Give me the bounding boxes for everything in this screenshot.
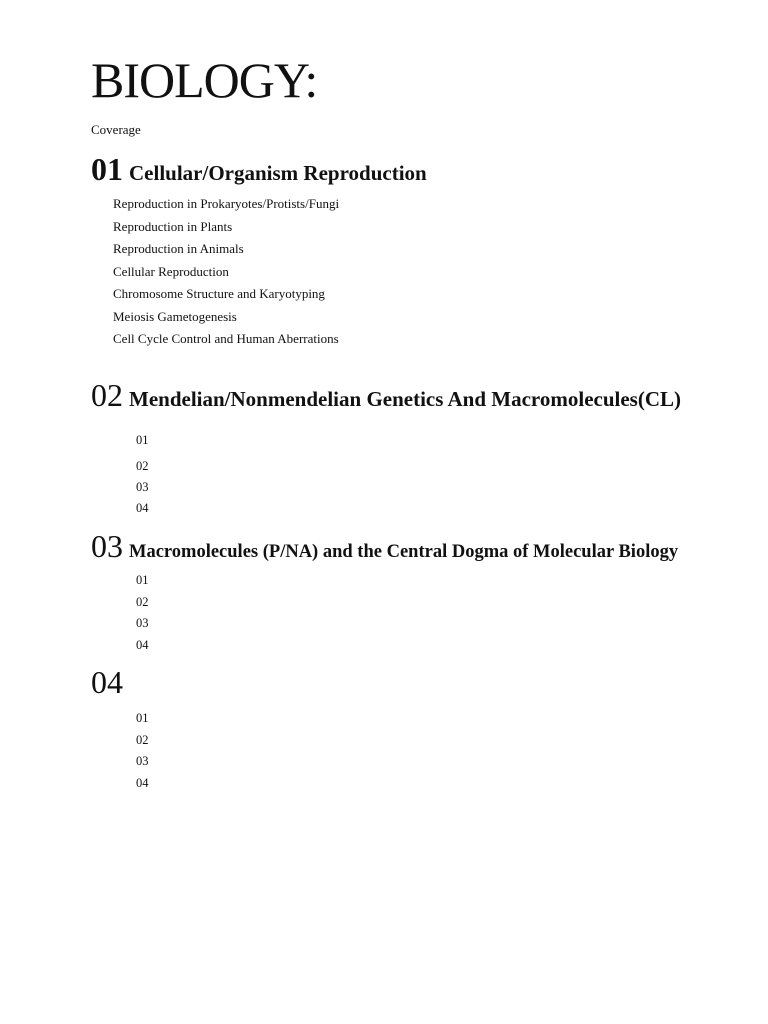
list-item: 01 <box>136 573 149 587</box>
page-title: BIOLOGY: <box>91 52 318 108</box>
list-item: 03 <box>136 480 149 494</box>
list-item: 03 <box>136 754 149 768</box>
section-heading-02 <box>91 377 681 413</box>
section-number: 03 <box>91 528 123 564</box>
list-item: 01 <box>136 711 149 725</box>
list-item: 04 <box>136 501 149 515</box>
list-item: Reproduction in Plants <box>113 218 233 234</box>
list-item: 02 <box>136 594 149 609</box>
page-subtitle: Coverage <box>91 122 141 137</box>
list-item: Chromosome Structure and Karyotyping <box>113 286 325 301</box>
list-item: Cell Cycle Control and Human Aberrations <box>113 331 339 346</box>
section-number: 04 <box>91 664 123 700</box>
section-title: Cellular/Organism Reproduction <box>129 161 427 185</box>
section-heading-03 <box>91 528 678 564</box>
section-number: 01 <box>91 151 123 187</box>
section-04-topic-list <box>136 708 149 794</box>
list-item: 02 <box>136 458 149 473</box>
document-page <box>91 0 751 1024</box>
list-item: 03 <box>136 616 149 630</box>
list-item: 02 <box>136 732 149 747</box>
section-title: Mendelian/Nonmendelian Genetics And Macromolecules(CL) <box>129 387 681 411</box>
list-item: Cellular Reproduction <box>113 263 229 279</box>
section-02-topic-list <box>136 429 149 519</box>
list-item: 04 <box>136 775 149 790</box>
section-heading-04 <box>91 664 129 700</box>
list-item: Meiosis Gametogenesis <box>113 308 237 324</box>
section-01-topic-list <box>113 193 339 351</box>
list-item: 01 <box>136 433 149 447</box>
section-heading-01 <box>91 151 427 187</box>
list-item: 04 <box>136 637 149 652</box>
list-item: Reproduction in Prokaryotes/Protists/Fungi <box>113 196 340 211</box>
list-item: Reproduction in Animals <box>113 241 244 256</box>
section-title: Macromolecules (P/NA) and the Central Dogma of Molecular Biology <box>129 542 679 562</box>
section-03-topic-list <box>136 570 149 656</box>
section-number: 02 <box>91 377 123 413</box>
